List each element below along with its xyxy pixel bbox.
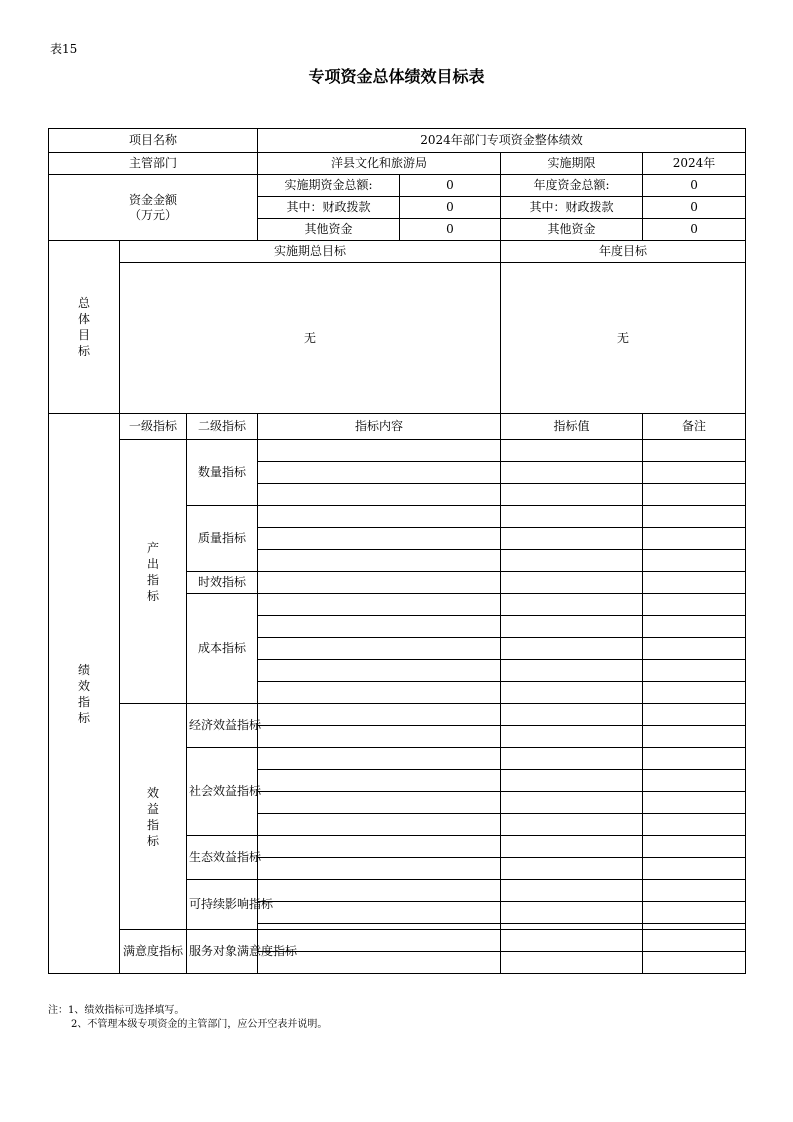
indicator-value-cell <box>501 462 643 484</box>
indicator-note-cell <box>643 484 746 506</box>
indicator-note-cell <box>643 506 746 528</box>
indicator-note-cell <box>643 902 746 924</box>
indicator-note-cell <box>643 528 746 550</box>
indicator-note-cell <box>643 660 746 682</box>
period-value: 2024年 <box>643 153 746 175</box>
economic-benefit-label: 经济效益指标 <box>187 704 258 748</box>
other-fund-label: 其他资金 <box>258 219 400 241</box>
indicator-value-cell <box>501 792 643 814</box>
footnotes <box>48 1004 327 1032</box>
indicator-value-cell <box>501 930 643 952</box>
indicator-content-cell <box>258 792 501 814</box>
project-name-value: 2024年部门专项资金整体绩效 <box>258 129 746 153</box>
other-fund-value: 0 <box>400 219 501 241</box>
indicator-content-cell <box>258 660 501 682</box>
footnote-1: 注：1、绩效指标可选择填写。 <box>48 1005 185 1016</box>
indicator-note-cell <box>643 880 746 902</box>
level1-header: 一级指标 <box>120 414 187 440</box>
indicator-value-cell <box>501 616 643 638</box>
indicator-note-cell <box>643 770 746 792</box>
indicator-content-cell <box>258 528 501 550</box>
benefit-indicator-label: 效益指标 <box>120 704 187 930</box>
indicator-content-cell <box>258 902 501 924</box>
overall-goal-label: 总体目标 <box>49 241 120 414</box>
indicator-content-cell <box>258 858 501 880</box>
quantity-indicator-label: 数量指标 <box>187 440 258 506</box>
indicator-note-cell <box>643 462 746 484</box>
total-fund-label: 实施期资金总额: <box>258 175 400 197</box>
indicator-value-cell <box>501 814 643 836</box>
indicator-note-cell <box>643 572 746 594</box>
indicator-note-cell <box>643 550 746 572</box>
table-number: 表15 <box>50 42 78 56</box>
output-indicator-label: 产出指标 <box>120 440 187 704</box>
indicator-note-cell <box>643 836 746 858</box>
project-name-label: 项目名称 <box>49 129 258 153</box>
indicator-note-cell <box>643 792 746 814</box>
fund-amount-label <box>49 175 258 241</box>
indicator-value-cell <box>501 726 643 748</box>
value-header: 指标值 <box>501 414 643 440</box>
period-goal-text: 无 <box>120 263 501 414</box>
indicator-value-cell <box>501 638 643 660</box>
indicator-content-cell <box>258 726 501 748</box>
ecological-benefit-label: 生态效益指标 <box>187 836 258 880</box>
level2-header: 二级指标 <box>187 414 258 440</box>
annual-total-fund-label: 年度资金总额: <box>501 175 643 197</box>
satisfaction-indicator-label: 满意度指标 <box>120 930 187 974</box>
indicator-content-cell <box>258 506 501 528</box>
indicator-value-cell <box>501 440 643 462</box>
indicator-content-cell <box>258 594 501 616</box>
indicator-note-cell <box>643 726 746 748</box>
annual-goal-text: 无 <box>501 263 746 414</box>
annual-total-fund-value: 0 <box>643 175 746 197</box>
indicator-content-cell <box>258 638 501 660</box>
indicator-content-cell <box>258 836 501 858</box>
indicator-value-cell <box>501 550 643 572</box>
indicator-value-cell <box>501 594 643 616</box>
annual-other-fund-label: 其他资金 <box>501 219 643 241</box>
indicator-content-cell <box>258 814 501 836</box>
indicator-content-cell <box>258 682 501 704</box>
content-header: 指标内容 <box>258 414 501 440</box>
dept-label: 主管部门 <box>49 153 258 175</box>
indicator-note-cell <box>643 704 746 726</box>
performance-indicator-label: 绩效指标 <box>49 414 120 974</box>
indicator-value-cell <box>501 484 643 506</box>
fiscal-fund-value: 0 <box>400 197 501 219</box>
indicator-note-cell <box>643 930 746 952</box>
period-label: 实施期限 <box>501 153 643 175</box>
indicator-note-cell <box>643 594 746 616</box>
indicator-value-cell <box>501 858 643 880</box>
indicator-note-cell <box>643 440 746 462</box>
indicator-value-cell <box>501 682 643 704</box>
dept-value: 洋县文化和旅游局 <box>258 153 501 175</box>
indicator-content-cell <box>258 616 501 638</box>
indicator-note-cell <box>643 858 746 880</box>
indicator-note-cell <box>643 748 746 770</box>
quality-indicator-label: 质量指标 <box>187 506 258 572</box>
timeliness-indicator-label: 时效指标 <box>187 572 258 594</box>
indicator-content-cell <box>258 462 501 484</box>
indicator-note-cell <box>643 952 746 974</box>
indicator-value-cell <box>501 528 643 550</box>
indicator-note-cell <box>643 682 746 704</box>
cost-indicator-label: 成本指标 <box>187 594 258 704</box>
indicator-content-cell <box>258 550 501 572</box>
indicator-content-cell <box>258 484 501 506</box>
indicator-content-cell <box>258 704 501 726</box>
indicator-content-cell <box>258 572 501 594</box>
indicator-content-cell <box>258 748 501 770</box>
indicator-content-cell <box>258 770 501 792</box>
indicator-content-cell <box>258 440 501 462</box>
indicator-note-cell <box>643 814 746 836</box>
indicator-value-cell <box>501 880 643 902</box>
indicator-value-cell <box>501 748 643 770</box>
annual-goal-header: 年度目标 <box>501 241 746 263</box>
indicator-value-cell <box>501 572 643 594</box>
fund-amount-label-line1: 资金金额 <box>128 192 177 207</box>
annual-fiscal-fund-label: 其中：财政拨款 <box>501 197 643 219</box>
indicator-note-cell <box>643 616 746 638</box>
fund-amount-label-line2: （万元） <box>128 207 177 222</box>
indicator-value-cell <box>501 660 643 682</box>
indicator-value-cell <box>501 902 643 924</box>
indicator-note-cell <box>643 638 746 660</box>
indicator-value-cell <box>501 704 643 726</box>
social-benefit-label: 社会效益指标 <box>187 748 258 836</box>
fiscal-fund-label: 其中：财政拨款 <box>258 197 400 219</box>
total-fund-value: 0 <box>400 175 501 197</box>
annual-fiscal-fund-value: 0 <box>643 197 746 219</box>
performance-target-table <box>48 128 746 974</box>
annual-other-fund-value: 0 <box>643 219 746 241</box>
note-header: 备注 <box>643 414 746 440</box>
indicator-value-cell <box>501 770 643 792</box>
indicator-value-cell <box>501 836 643 858</box>
indicator-value-cell <box>501 506 643 528</box>
indicator-content-cell <box>258 880 501 902</box>
page-title: 专项资金总体绩效目标表 <box>308 67 485 86</box>
indicator-value-cell <box>501 952 643 974</box>
period-goal-header: 实施期总目标 <box>120 241 501 263</box>
service-satisfaction-label: 服务对象满意度指标 <box>187 930 258 974</box>
footnote-2: 2、不管理本级专项资金的主管部门，应公开空表并说明。 <box>71 1019 328 1030</box>
sustainability-benefit-label: 可持续影响指标 <box>187 880 258 930</box>
